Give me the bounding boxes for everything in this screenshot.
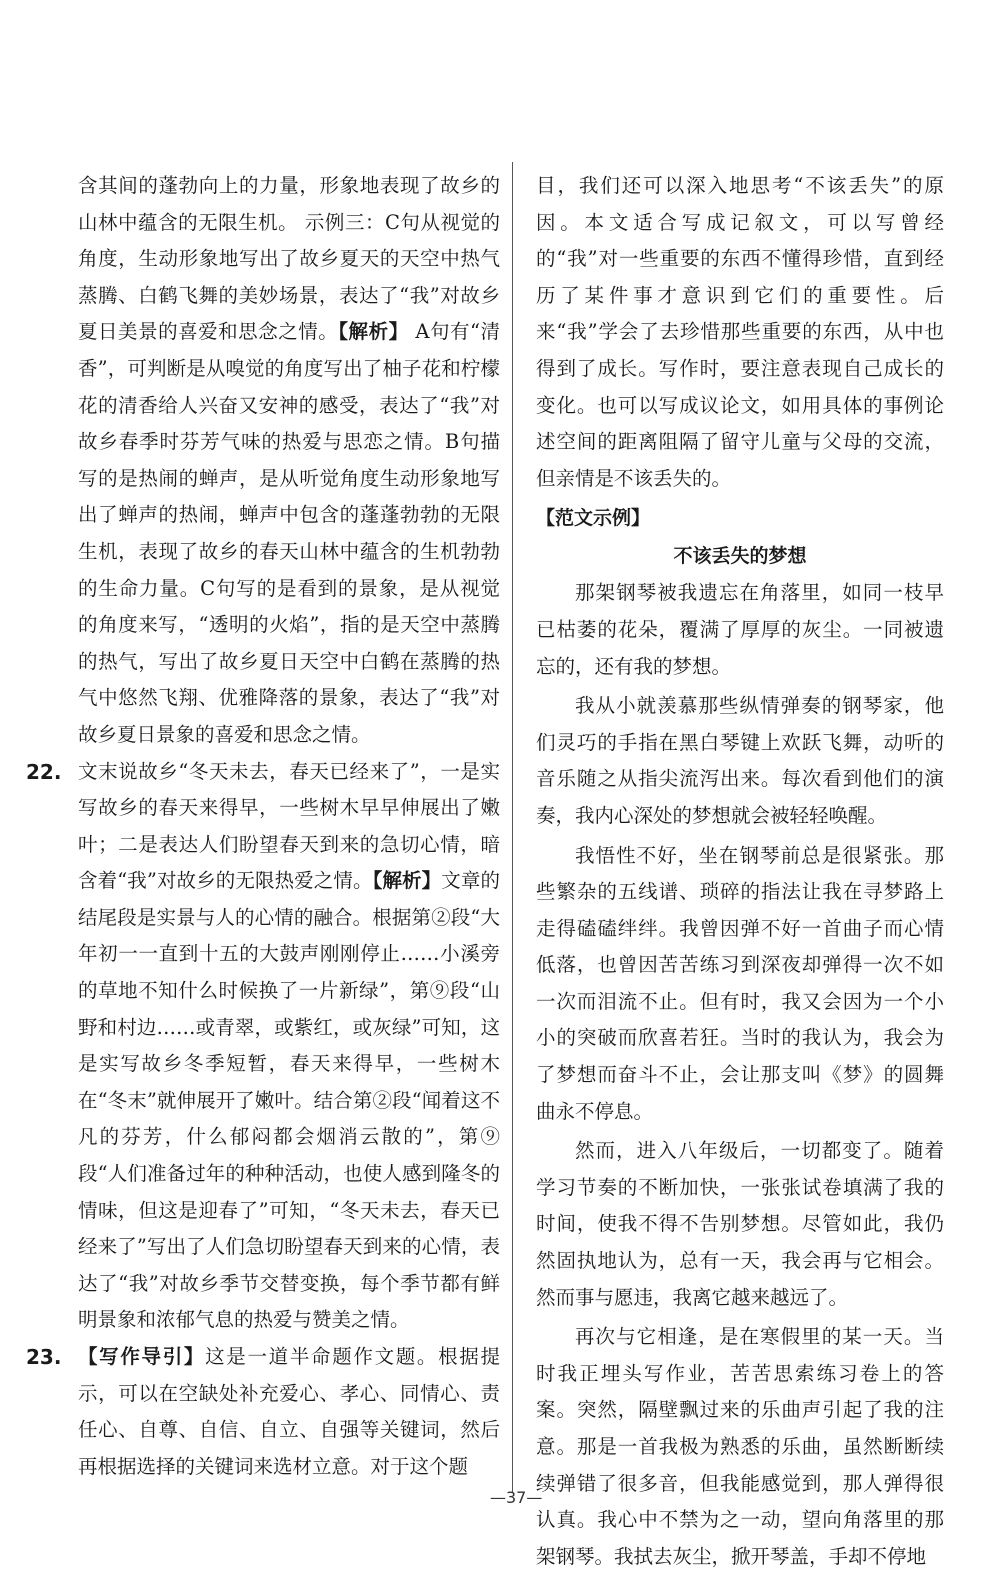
analysis-22-text: 文章的结尾段是实景与人的心情的融合。根据第②段“大年初一一直到十五的大鼓声刚刚停止……小溪旁的草地不知什么时候换了一片新绿”，第⑨段“山野和村边……或青翠，或紫红，或灰绿”可知，这是实写故乡冬季短暂，春天来得早，一些树木在“冬末”就伸展开了嫩叶。结合第②段“闻着这不凡的芬芳，什么郁闷都会烟消云散的”，第⑨段“人们准备过年的种种活动，也使人感到隆冬的情味，但这是迎春了”可知，“冬天未去，春天已经来了”写出了人们急切盼望春天到来的心情，表达了“我”对故乡季节交替变换，每个季节都有鲜明景象和浓郁气息的热爱与赞美之情。 xyxy=(78,869,500,1332)
question-23 xyxy=(26,1339,500,1485)
writing-guide-continued: 目，我们还可以深入地思考“不该丢失”的原因。本文适合写成记叙文，可以写曾经的“我”对一些重要的东西不懂得珍惜，直到经历了某件事才意识到它们的重要性。后来“我”学会了去珍惜那些重要的东西，从中也得到了成长。写作时，要注意表现自己成长的变化。也可以写成议论文，如用具体的事例论述空间的距离阻隔了留守儿童与父母的交流，但亲情是不该丢失的。 xyxy=(536,174,944,490)
sample-essay-heading: 【范文示例】 xyxy=(536,507,651,530)
answer-paragraph-22 xyxy=(78,754,500,1340)
analysis-21-text: A句有“清香”，可判断是从嗅觉的角度写出了柚子花和柠檬花的清香给人兴奋又安神的感受，表达了“我”对故乡春季时芬芳气味的热爱与思恋之情。B句描写的是热闹的蝉声，是从听觉角度生动形象地写出了蝉声的热闹，蝉声中包含的蓬蓬勃勃的无限生机，表现了故乡的春天山林中蕴含的生机勃勃的生命力量。C句写的是看到的景象，是从视觉的角度来写，“透明的火焰”，指的是天空中蒸腾的热气，写出了故乡夏日天空中白鹤在蒸腾的热气中悠然飞翔、优雅降落的景象，表达了“我”对故乡夏日景象的喜爱和思念之情。 xyxy=(78,320,500,746)
answer-22-text: 文末说故乡“冬天未去，春天已经来了”，一是实写故乡的春天来得早，一些树木早早伸展出了嫩叶；二是表达人们盼望春天到来的急切心情，暗含着“我”对故乡的无限热爱之情。 xyxy=(78,759,500,893)
column-divider xyxy=(512,162,513,1492)
writing-guide-tag: 【写作导引】 xyxy=(78,1345,206,1368)
writing-guide-text: 这是一道半命题作文题。根据提示，可以在空缺处补充爱心、孝心、同情心、责任心、自尊、自信、自立、自强等关键词，然后再根据选择的关键词来选材立意。对于这个题 xyxy=(78,1345,500,1478)
sample-essay xyxy=(536,575,944,1575)
analysis-tag: 【解析】 xyxy=(338,320,409,344)
essay-title: 不该丢失的梦想 xyxy=(673,545,807,568)
answer-21-text: 含其间的蓬勃向上的力量，形象地表现了故乡的山林中蕴含的无限生机。 示例三：C句从视觉的角度，生动形象地写出了故乡夏天的天空中热气蒸腾、白鹤飞舞的美妙场景，表达了“我”对故乡夏日美景的喜爱和思念之情。 xyxy=(78,174,500,344)
essay-paragraph: 再次与它相逢，是在寒假里的某一天。当时我正埋头写作业，苦苦思索练习卷上的答案。突然，隔壁飘过来的乐曲声引起了我的注意。那是一首我极为熟悉的乐曲，虽然断断续续弹错了很多音，但我能感觉到，那人弹得很认真。我心中不禁为之一动，望向角落里的那架钢琴。我拭去灰尘，掀开琴盖，手却不停地 xyxy=(536,1325,944,1568)
right-column xyxy=(536,168,944,1575)
question-number: 22. xyxy=(26,759,62,784)
essay-paragraph: 我悟性不好，坐在钢琴前总是很紧张。那些繁杂的五线谱、琐碎的指法让我在寻梦路上走得磕磕绊绊。我曾因弹不好一首曲子而心情低落，也曾因苦苦练习到深夜却弹得一次不如一次而泪流不止。但有时，我又会因为一个小小的突破而欣喜若狂。当时的我认为，我会为了梦想而奋斗不止，会让那支叫《梦》的圆舞曲永不停息。 xyxy=(536,843,944,1123)
answer-paragraph-23 xyxy=(78,1339,500,1485)
left-column xyxy=(26,168,500,1485)
question-22 xyxy=(26,754,500,1340)
essay-paragraph: 那架钢琴被我遗忘在角落里，如同一枝早已枯萎的花朵，覆满了厚厚的灰尘。一同被遗忘的，还有我的梦想。 xyxy=(536,581,944,678)
question-number: 23. xyxy=(26,1345,62,1369)
page-number: —37— xyxy=(490,1488,543,1507)
answer-paragraph-21 xyxy=(60,168,500,754)
essay-paragraph: 然而，进入八年级后，一切都变了。随着学习节奏的不断加快，一张张试卷填满了我的时间，使我不得不告别梦想。尽管如此，我仍然固执地认为，总有一天，我会再与它相会。然而事与愿违，我离它越来越远了。 xyxy=(536,1139,944,1309)
essay-paragraph: 我从小就羡慕那些纵情弹奏的钢琴家，他们灵巧的手指在黑白琴键上欢跃飞舞，动听的音乐随之从指尖流泻出来。每次看到他们的演奏，我内心深处的梦想就会被轻轻唤醒。 xyxy=(536,694,944,827)
analysis-tag: 【解析】 xyxy=(372,869,442,893)
